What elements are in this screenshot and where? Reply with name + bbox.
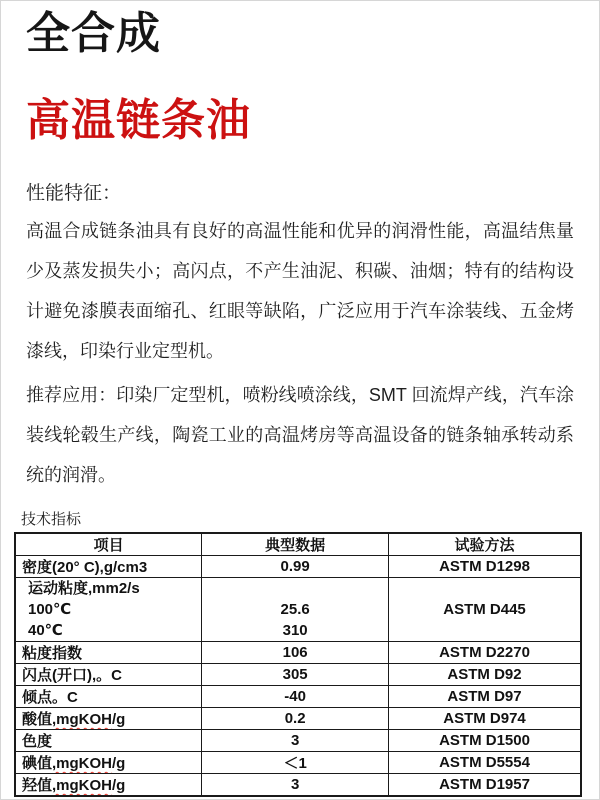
spec-item: 倾点。C <box>15 686 202 708</box>
spec-value-line <box>208 578 382 599</box>
table-row <box>15 774 581 797</box>
spec-method: ASTM D1298 <box>389 556 581 578</box>
spec-item-line: 100℃ <box>28 601 72 618</box>
paragraph-line: 计避免漆膜表面缩孔、红眼等缺陷，广泛应用于汽车涂装线、五金烤 <box>26 301 574 321</box>
spec-value-line: 25.6 <box>280 601 310 618</box>
spec-value-line: 310 <box>282 622 308 639</box>
spec-item: 密度(20° C),g/cm3 <box>15 556 202 578</box>
spec-value: 0.99 <box>202 556 389 578</box>
spec-value: 0.2 <box>202 708 389 730</box>
spec-item <box>15 578 202 642</box>
table-row <box>15 556 581 578</box>
product-category-title: 全合成 <box>26 9 161 58</box>
spec-item-text: 酸值 <box>22 711 53 728</box>
spec-item-text: /g <box>112 711 126 728</box>
spec-item-text: /g <box>112 755 126 772</box>
paragraph-line: 推荐应用：印染厂定型机，喷粉线喷涂线，SMT 回流焊产线，汽车涂 <box>26 385 574 405</box>
spec-item <box>15 708 202 730</box>
spec-item <box>15 752 202 774</box>
spec-value: 3 <box>202 774 389 797</box>
table-header-row <box>15 533 581 556</box>
table-row <box>15 686 581 708</box>
paragraph-line: 高温合成链条油具有良好的高温性能和优异的润滑性能，高温结焦量 <box>26 221 574 241</box>
spec-method: ASTM D5554 <box>389 752 581 774</box>
spec-item: 粘度指数 <box>15 642 202 664</box>
spec-item <box>15 774 202 797</box>
spec-method: ASTM D1500 <box>389 730 581 752</box>
table-row <box>15 664 581 686</box>
table-row-viscosity <box>15 578 581 642</box>
table-row <box>15 642 581 664</box>
features-heading: 性能特征： <box>26 183 122 204</box>
spec-item-text: 碘值 <box>22 755 53 772</box>
table-row <box>15 708 581 730</box>
spec-method: ASTM D92 <box>389 664 581 686</box>
table-header-value: 典型数据 <box>202 533 389 556</box>
product-name-title: 高温链条油 <box>26 96 251 145</box>
features-paragraph <box>26 211 574 371</box>
spec-value <box>202 578 389 642</box>
spec-item-text: /g <box>112 777 126 794</box>
spec-item-text: 羟值 <box>22 777 53 794</box>
spec-item-line: 40℃ <box>28 622 63 639</box>
spec-method: ASTM D445 <box>389 578 581 642</box>
spec-item: 闪点(开口),。C <box>15 664 202 686</box>
table-row <box>15 752 581 774</box>
specs-section-label: 技术指标 <box>21 511 82 528</box>
spec-value: 3 <box>202 730 389 752</box>
paragraph-line: 装线轮毂生产线，陶瓷工业的高温烤房等高温设备的链条轴承转动系 <box>26 425 574 445</box>
spec-value: 106 <box>202 642 389 664</box>
table-header-item: 项目 <box>15 533 202 556</box>
spec-item-spellcheck-text: ,mgKOH <box>52 755 113 772</box>
spec-method: ASTM D2270 <box>389 642 581 664</box>
spec-item-spellcheck-text: ,mgKOH <box>52 777 113 794</box>
table-row <box>15 730 581 752</box>
specs-table <box>14 532 582 797</box>
spec-item-spellcheck-text: ,mgKOH <box>52 711 113 728</box>
paragraph-line: 少及蒸发损失小；高闪点，不产生油泥、积碳、油烟；特有的结构设 <box>26 261 574 281</box>
spec-method: ASTM D974 <box>389 708 581 730</box>
spec-item: 色度 <box>15 730 202 752</box>
spec-value: ＜1 <box>202 752 389 774</box>
paragraph-line: 统的润滑。 <box>26 465 116 485</box>
spec-item-line: 运动粘度,mm2/s <box>28 580 140 597</box>
spec-method: ASTM D97 <box>389 686 581 708</box>
paragraph-line: 漆线，印染行业定型机。 <box>26 341 224 361</box>
spec-value: -40 <box>202 686 389 708</box>
spec-value: 305 <box>202 664 389 686</box>
spec-method: ASTM D1957 <box>389 774 581 797</box>
table-header-method: 试验方法 <box>389 533 581 556</box>
application-paragraph <box>26 375 574 495</box>
